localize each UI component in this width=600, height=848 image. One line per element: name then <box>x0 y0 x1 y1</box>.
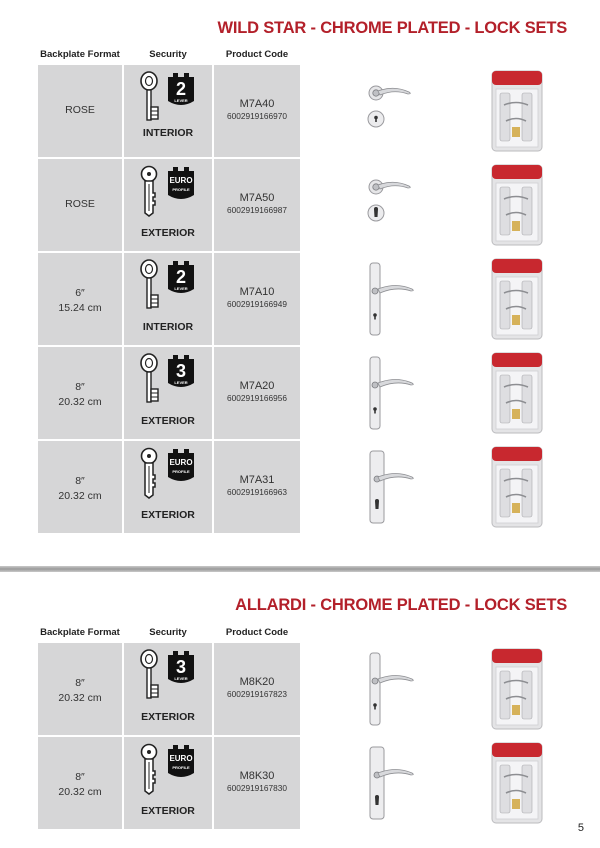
security-label: EXTERIOR <box>141 227 195 239</box>
barcode-number: 6002919166963 <box>227 487 287 497</box>
badge-text: 2 <box>175 267 187 287</box>
backplate-format <box>38 286 122 316</box>
security-icons <box>138 353 198 413</box>
product-image <box>364 745 424 826</box>
packaging-image <box>490 163 544 252</box>
product-code <box>214 770 300 793</box>
packaging-image <box>490 741 544 830</box>
security-label: EXTERIOR <box>141 509 195 521</box>
security-cell <box>124 159 212 251</box>
product-image <box>364 173 424 238</box>
header-product-code: Product Code <box>225 49 289 60</box>
backplate-format <box>38 197 122 212</box>
security-badge-icon <box>166 649 196 687</box>
format-primary: 8″ <box>75 475 85 487</box>
header-backplate-format: Backplate Format <box>40 627 120 638</box>
product-code-cell <box>214 643 300 735</box>
backplate-format-cell <box>38 737 122 829</box>
barcode-number: 6002919166987 <box>227 205 287 215</box>
product-code-cell <box>214 441 300 533</box>
section-title-wild-star <box>218 19 567 38</box>
badge-subtext: PROFILE <box>172 469 190 474</box>
product-code-cell <box>214 159 300 251</box>
packaging-image <box>490 351 544 440</box>
model-code: M7A10 <box>239 286 275 298</box>
security-label: EXTERIOR <box>141 805 195 817</box>
table-row <box>38 441 300 533</box>
brand-name: WILD STAR <box>217 19 307 37</box>
packaging-image <box>490 257 544 346</box>
section-divider <box>0 566 600 572</box>
badge-subtext: LEVER <box>174 286 188 291</box>
section-title-allardi <box>235 596 567 615</box>
security-badge-icon <box>166 447 196 485</box>
model-code: M7A31 <box>239 474 275 486</box>
product-code <box>214 380 300 403</box>
model-code: M7A20 <box>239 380 275 392</box>
badge-text: EURO <box>169 176 193 185</box>
security-badge-icon <box>166 353 196 391</box>
barcode-number: 6002919166956 <box>227 393 287 403</box>
backplate-format <box>38 770 122 800</box>
title-separator: - CHROME PLATED - <box>306 596 475 614</box>
header-product-code: Product Code <box>225 627 289 638</box>
product-image <box>364 449 424 530</box>
format-metric: 20.32 cm <box>58 396 102 408</box>
product-code-cell <box>214 347 300 439</box>
security-badge-icon <box>166 259 196 297</box>
product-code <box>214 192 300 215</box>
backplate-format <box>38 380 122 410</box>
security-icons <box>138 743 198 803</box>
packaging-image <box>490 647 544 736</box>
product-image <box>364 355 424 436</box>
barcode-number: 6002919167823 <box>227 689 287 699</box>
backplate-format <box>38 676 122 706</box>
product-code-cell <box>214 737 300 829</box>
lever-key-icon <box>138 649 162 701</box>
backplate-format-cell <box>38 159 122 251</box>
packaging-image <box>490 69 544 158</box>
page-number: 5 <box>577 822 584 834</box>
security-cell <box>124 441 212 533</box>
product-code <box>214 286 300 309</box>
product-code-cell <box>214 65 300 157</box>
table-row <box>38 159 300 251</box>
table-row <box>38 643 300 735</box>
product-code-cell <box>214 253 300 345</box>
security-icons <box>138 165 198 225</box>
table-row <box>38 737 300 829</box>
product-image <box>364 651 424 732</box>
table-row <box>38 347 300 439</box>
barcode-number: 6002919167830 <box>227 783 287 793</box>
format-primary: ROSE <box>65 198 95 210</box>
backplate-format-cell <box>38 253 122 345</box>
lever-key-icon <box>138 259 162 311</box>
product-code <box>214 98 300 121</box>
lever-key-icon <box>138 71 162 123</box>
euro-key-icon <box>138 447 162 499</box>
security-cell <box>124 65 212 157</box>
security-label: EXTERIOR <box>141 415 195 427</box>
title-tail: LOCK SETS <box>474 596 567 614</box>
lever-key-icon <box>138 353 162 405</box>
badge-subtext: LEVER <box>174 98 188 103</box>
security-badge-icon <box>166 71 196 109</box>
security-icons <box>138 71 198 131</box>
barcode-number: 6002919166949 <box>227 299 287 309</box>
header-security: Security <box>149 627 187 638</box>
badge-text: EURO <box>169 754 193 763</box>
backplate-format-cell <box>38 441 122 533</box>
title-separator: - CHROME PLATED - <box>306 19 475 37</box>
model-code: M7A40 <box>239 98 275 110</box>
badge-subtext: LEVER <box>174 676 188 681</box>
backplate-format-cell <box>38 347 122 439</box>
security-cell <box>124 737 212 829</box>
model-code: M7A50 <box>239 192 275 204</box>
badge-subtext: PROFILE <box>172 765 190 770</box>
product-code <box>214 474 300 497</box>
security-cell <box>124 643 212 735</box>
format-primary: 8″ <box>75 381 85 393</box>
badge-subtext: PROFILE <box>172 187 190 192</box>
header-security: Security <box>149 49 187 60</box>
security-icons <box>138 649 198 709</box>
barcode-number: 6002919166970 <box>227 111 287 121</box>
euro-key-icon <box>138 165 162 217</box>
model-code: M8K30 <box>239 770 275 782</box>
table-row <box>38 65 300 157</box>
format-primary: 8″ <box>75 677 85 689</box>
model-code: M8K20 <box>239 676 275 688</box>
format-metric: 20.32 cm <box>58 490 102 502</box>
security-label: INTERIOR <box>142 127 194 139</box>
backplate-format-cell <box>38 65 122 157</box>
format-metric: 15.24 cm <box>58 302 102 314</box>
badge-text: 3 <box>175 361 187 381</box>
packaging-image <box>490 445 544 534</box>
header-backplate-format: Backplate Format <box>40 49 120 60</box>
badge-subtext: LEVER <box>174 380 188 385</box>
euro-key-icon <box>138 743 162 795</box>
badge-text: 3 <box>175 657 187 677</box>
security-cell <box>124 347 212 439</box>
format-primary: 8″ <box>75 771 85 783</box>
security-icons <box>138 259 198 319</box>
format-metric: 20.32 cm <box>58 692 102 704</box>
security-icons <box>138 447 198 507</box>
product-code <box>214 676 300 699</box>
security-badge-icon <box>166 165 196 203</box>
security-label: INTERIOR <box>142 321 194 333</box>
brand-name: ALLARDI <box>235 596 307 614</box>
backplate-format-cell <box>38 643 122 735</box>
table-row <box>38 253 300 345</box>
backplate-format <box>38 103 122 118</box>
badge-text: EURO <box>169 458 193 467</box>
product-image <box>364 261 424 342</box>
format-primary: 6″ <box>75 287 85 299</box>
security-badge-icon <box>166 743 196 781</box>
backplate-format <box>38 474 122 504</box>
security-label: EXTERIOR <box>141 711 195 723</box>
product-image <box>364 79 424 144</box>
security-cell <box>124 253 212 345</box>
title-tail: LOCK SETS <box>474 19 567 37</box>
format-primary: ROSE <box>65 104 95 116</box>
badge-text: 2 <box>175 79 187 99</box>
format-metric: 20.32 cm <box>58 786 102 798</box>
